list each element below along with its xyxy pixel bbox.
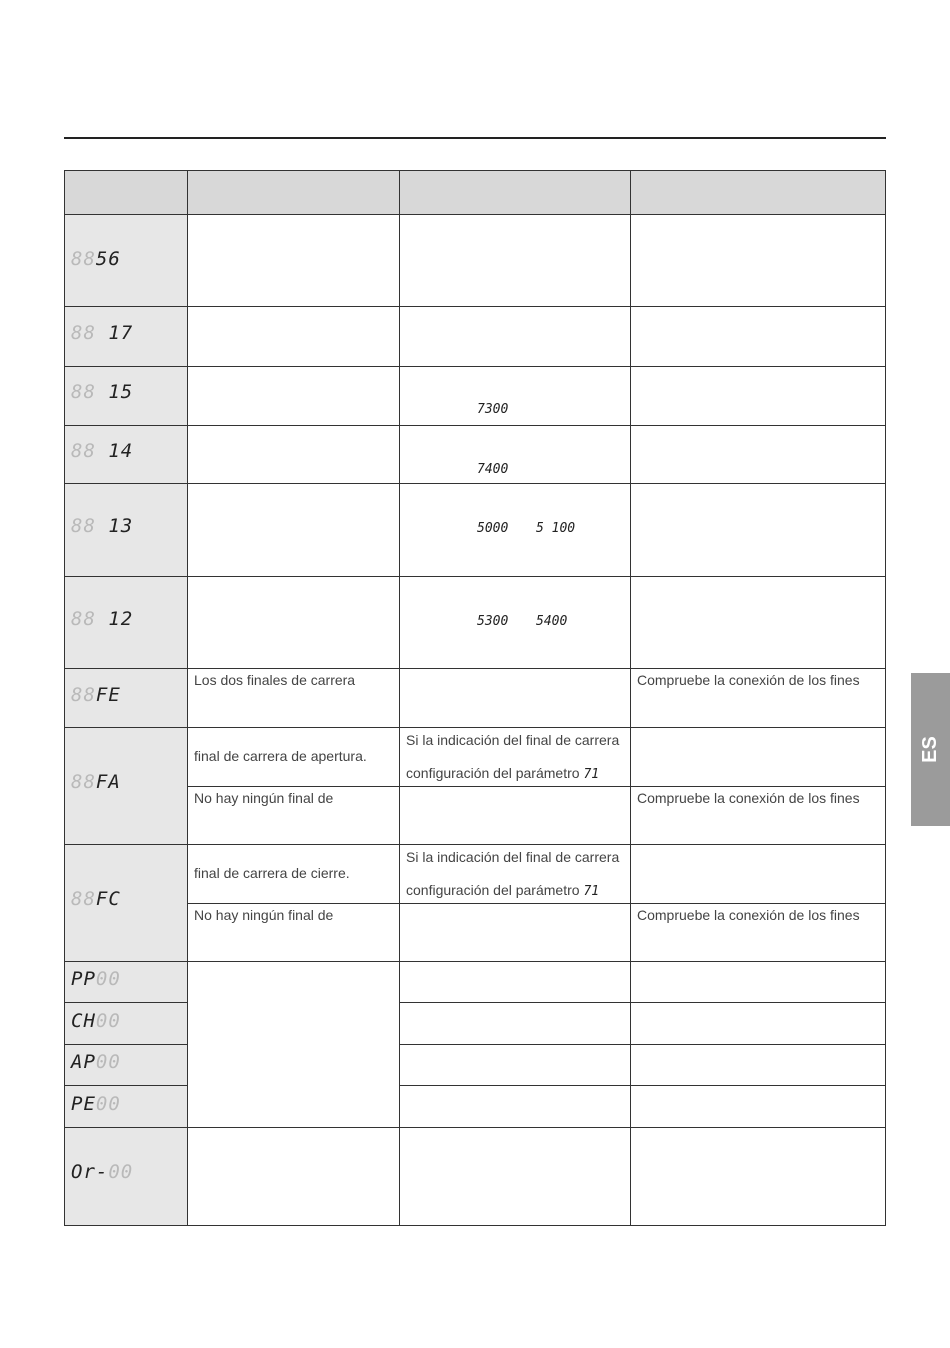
top-rule	[64, 137, 886, 139]
lcd-value-7400: 7400	[477, 462, 509, 477]
remedy-cell-56	[630, 214, 886, 307]
remedy-cell-fa-none	[630, 786, 886, 845]
language-tab	[911, 673, 950, 826]
fe-remedy: Compruebe la conexión de los fines	[637, 672, 860, 688]
check-cell-fa-none	[399, 786, 631, 845]
fa-description: final de carrera de apertura.	[194, 748, 367, 764]
remedy-cell-fe	[630, 668, 886, 728]
header-col-check	[399, 170, 631, 215]
remedy-cell-12	[630, 576, 886, 669]
remedy-cell-pp	[630, 961, 886, 1003]
display-code-pp: PP00	[71, 968, 121, 990]
code-cell-fc	[64, 844, 188, 962]
error-code-table	[64, 170, 886, 1226]
code-cell-fa	[64, 727, 188, 845]
description-cell-fe	[187, 668, 400, 728]
display-code-13: 88 13	[71, 515, 134, 537]
display-code-fc: 88FC	[71, 888, 121, 910]
code-cell-15	[64, 366, 188, 426]
lcd-value-5000: 5000	[477, 521, 509, 536]
check-cell-12	[399, 576, 631, 669]
fe-description: Los dos finales de carrera	[194, 672, 356, 688]
display-code-fa: 88FA	[71, 771, 121, 793]
remedy-cell-fc-none	[630, 903, 886, 962]
check-cell-13	[399, 483, 631, 577]
code-cell-ap	[64, 1044, 188, 1086]
display-code-ch: CH00	[71, 1010, 121, 1032]
description-cell-17	[187, 306, 400, 367]
display-code-12: 88 12	[71, 608, 134, 630]
fc-none: No hay ningún final de	[194, 907, 334, 923]
check-cell-56	[399, 214, 631, 307]
check-cell-or	[399, 1127, 631, 1226]
description-cell-fc	[187, 844, 400, 904]
display-code-17: 88 17	[71, 322, 134, 344]
remedy-cell-13	[630, 483, 886, 577]
remedy-cell-ap	[630, 1044, 886, 1086]
check-cell-fe	[399, 668, 631, 728]
description-cell-12	[187, 576, 400, 669]
display-code-or: Or-00	[71, 1161, 134, 1183]
code-cell-or	[64, 1127, 188, 1226]
header-col-code	[64, 170, 188, 215]
check-cell-pp	[399, 961, 631, 1003]
display-code-56: 8856	[71, 248, 121, 270]
fc-description: final de carrera de cierre.	[194, 865, 350, 881]
check-cell-fa	[399, 727, 631, 787]
remedy-cell-14	[630, 425, 886, 484]
remedy-cell-fc	[630, 844, 886, 904]
remedy-cell-pe	[630, 1085, 886, 1128]
remedy-cell-or	[630, 1127, 886, 1226]
display-code-14: 88 14	[71, 440, 134, 462]
description-cell-14	[187, 425, 400, 484]
description-cell-fa	[187, 727, 400, 787]
code-cell-13	[64, 483, 188, 577]
lcd-value-5100: 5 100	[536, 521, 576, 536]
code-cell-fe	[64, 668, 188, 728]
check-cell-15	[399, 366, 631, 426]
code-cell-pp	[64, 961, 188, 1003]
display-code-ap: AP00	[71, 1051, 121, 1073]
check-cell-fc	[399, 844, 631, 904]
code-cell-56	[64, 214, 188, 307]
check-cell-ap	[399, 1044, 631, 1086]
param-71: 71	[583, 884, 600, 899]
header-col-remedy	[630, 170, 886, 215]
code-cell-17	[64, 306, 188, 367]
description-cell-56	[187, 214, 400, 307]
fc-check-line2: configuración del parámetro 71	[406, 882, 600, 899]
remedy-cell-ch	[630, 1002, 886, 1045]
lcd-value-7300: 7300	[477, 402, 509, 417]
fc-remedy: Compruebe la conexión de los fines	[637, 907, 860, 923]
fa-check-line2: configuración del parámetro 71	[406, 765, 600, 782]
description-cell-fc-none	[187, 903, 400, 962]
check-cell-pe	[399, 1085, 631, 1128]
code-cell-ch	[64, 1002, 188, 1045]
fa-remedy: Compruebe la conexión de los fines	[637, 790, 860, 806]
display-code-fe: 88FE	[71, 684, 121, 706]
fa-none: No hay ningún final de	[194, 790, 334, 806]
description-cell-fa-none	[187, 786, 400, 845]
fc-check-line1: Si la indicación del final de carrera	[406, 849, 620, 865]
check-cell-17	[399, 306, 631, 367]
code-cell-pe	[64, 1085, 188, 1128]
check-cell-ch	[399, 1002, 631, 1045]
description-cell-or	[187, 1127, 400, 1226]
fa-check-line1: Si la indicación del final de carrera	[406, 732, 620, 748]
display-code-pe: PE00	[71, 1093, 121, 1115]
remedy-cell-fa	[630, 727, 886, 787]
header-col-description	[187, 170, 400, 215]
code-cell-14	[64, 425, 188, 484]
language-tab-label: ES	[919, 736, 941, 763]
check-cell-fc-none	[399, 903, 631, 962]
code-cell-12	[64, 576, 188, 669]
description-cell-15	[187, 366, 400, 426]
param-71: 71	[583, 767, 600, 782]
check-cell-14	[399, 425, 631, 484]
remedy-cell-17	[630, 306, 886, 367]
description-cell-13	[187, 483, 400, 577]
remedy-cell-15	[630, 366, 886, 426]
lcd-value-5400: 5400	[536, 614, 568, 629]
display-code-15: 88 15	[71, 381, 134, 403]
lcd-value-5300: 5300	[477, 614, 509, 629]
description-cell-commands	[187, 961, 400, 1128]
